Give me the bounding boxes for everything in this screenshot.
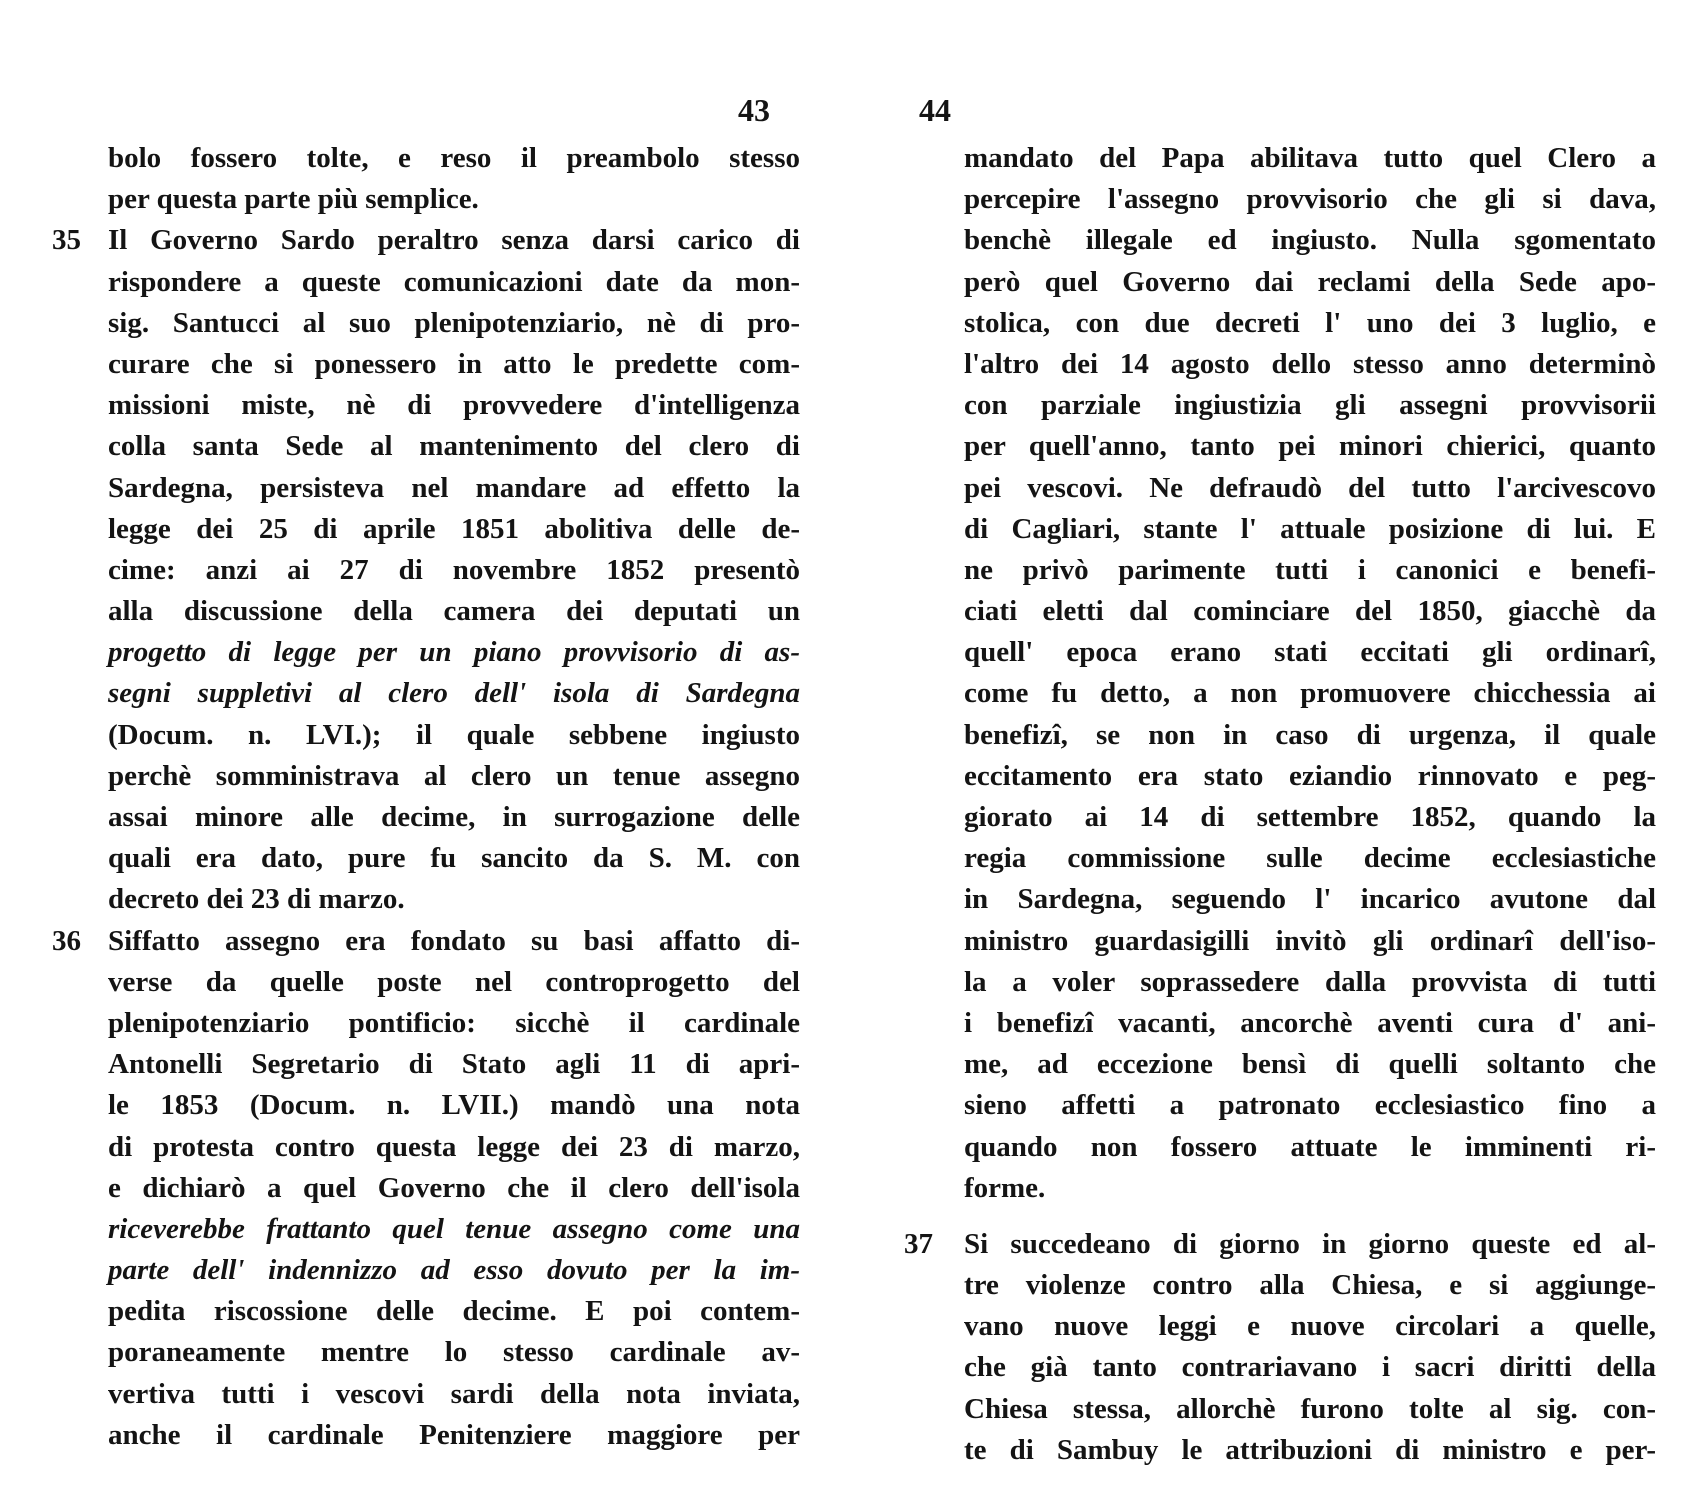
- text-line: benefizî, se non in caso di urgenza, il quale: [964, 718, 1656, 751]
- text-line: in Sardegna, seguendo l' incarico avutone dal: [964, 883, 1656, 916]
- text-line: quell' epoca erano stati eccitati gli ordinarî,: [964, 636, 1656, 669]
- text-line: regia commissione sulle decime ecclesiastiche: [964, 842, 1656, 875]
- text-line: tre violenze contro alla Chiesa, e si aggiunge-: [964, 1269, 1656, 1302]
- text-line: la a voler soprassedere dalla provvista di tutti: [964, 965, 1656, 998]
- text-line: decreto dei 23 di marzo.: [108, 883, 405, 916]
- text-line: sig. Santucci al suo plenipotenziario, nè di pro-: [108, 306, 800, 339]
- text-line: rispondere a queste comunicazioni date da mon-: [108, 265, 800, 298]
- text-line: pedita riscossione delle decime. E poi contem-: [108, 1295, 800, 1328]
- page-text: [904, 138, 1656, 1471]
- text-line: verse da quelle poste nel controprogetto del: [108, 965, 800, 998]
- text-line: perchè somministrava al clero un tenue assegno: [108, 759, 800, 792]
- text-line: riceverebbe frattanto quel tenue assegno come una: [108, 1212, 800, 1245]
- text-line: di Cagliari, stante l' attuale posizione di lui. E: [964, 512, 1656, 545]
- text-line: mandato del Papa abilitava tutto quel Clero a: [964, 142, 1656, 174]
- text-line: 36 Siffatto assegno era fondato su basi affatto di-: [108, 921, 800, 962]
- text-line: ministro guardasigilli invitò gli ordinarî dell'iso-: [964, 924, 1656, 957]
- text-line: ne privò parimente tutti i canonici e benefi-: [964, 553, 1656, 586]
- text-line: benchè illegale ed ingiusto. Nulla sgomentato: [964, 224, 1656, 257]
- text-line: con parziale ingiustizia gli assegni provvisorii: [964, 389, 1656, 422]
- text-line: percepire l'assegno provvisorio che gli si dava,: [964, 183, 1656, 216]
- text-line: ciati eletti dal cominciare del 1850, giacchè da: [964, 595, 1656, 628]
- text-line: per questa parte più semplice.: [108, 183, 479, 216]
- paragraph-number: 35: [52, 224, 81, 257]
- text-line: me, ad eccezione bensì di quelli soltanto che: [964, 1048, 1656, 1081]
- text-line: giorato ai 14 di settembre 1852, quando la: [964, 801, 1656, 833]
- text-line: i benefizî vacanti, ancorchè aventi cura d' ani-: [964, 1006, 1656, 1039]
- text-line: Antonelli Segretario di Stato agli 11 di apri-: [108, 1048, 800, 1081]
- text-line: sieno affetti a patronato ecclesiastico fino a: [964, 1089, 1656, 1122]
- text-line: anche il cardinale Penitenziere maggiore per: [108, 1418, 800, 1451]
- text-line: pei vescovi. Ne defraudò del tutto l'arcivescovo: [964, 471, 1656, 504]
- text-line: le 1853 (Docum. n. LVII.) mandò una nota: [108, 1089, 800, 1122]
- text-line: vano nuove leggi e nuove circolari a quelle,: [964, 1310, 1656, 1343]
- text-line: te di Sambuy le attribuzioni di ministro e per-: [964, 1433, 1656, 1466]
- text-line: forme.: [964, 1171, 1046, 1204]
- text-line: plenipotenziario pontificio: sicchè il cardinale: [108, 1006, 800, 1039]
- right-page: [849, 0, 1698, 1500]
- text-line: (Docum. n. LVI.); il quale sebbene ingiusto: [108, 718, 800, 751]
- text-line: per quell'anno, tanto pei minori chierici, quanto: [964, 430, 1656, 463]
- text-line: bolo fossero tolte, e reso il preambolo stesso: [108, 142, 800, 174]
- text-line: stolica, con due decreti l' uno dei 3 luglio, e: [964, 306, 1656, 339]
- text-line: eccitamento era stato eziandio rinnovato e peg-: [964, 759, 1656, 792]
- text-line: assai minore alle decime, in surrogazione delle: [108, 801, 800, 833]
- text-line: progetto di legge per un piano provvisorio di as-: [108, 636, 800, 669]
- text-line: alla discussione della camera dei deputati un: [108, 595, 800, 628]
- text-line: e dichiarò a quel Governo che il clero dell'isola: [108, 1171, 800, 1204]
- page-number: 43: [738, 92, 770, 128]
- text-line: parte dell' indennizzo ad esso dovuto per la im-: [108, 1254, 800, 1287]
- text-line: Sardegna, persisteva nel mandare ad effetto la: [108, 471, 800, 504]
- text-line: 37 Si succedeano di giorno in giorno queste ed al-: [964, 1224, 1656, 1265]
- text-line: Chiesa stessa, allorchè furono tolte al sig. con-: [964, 1392, 1656, 1425]
- text-line: però quel Governo dai reclami della Sede apo-: [964, 265, 1656, 298]
- text-line: l'altro dei 14 agosto dello stesso anno determinò: [964, 347, 1656, 380]
- text-line: che già tanto contrariavano i sacri diritti della: [964, 1351, 1656, 1384]
- text-line: come fu detto, a non promuovere chicchessia ai: [964, 677, 1656, 710]
- text-line: curare che si ponessero in atto le predette com-: [108, 347, 800, 380]
- text-line: quali era dato, pure fu sancito da S. M. con: [108, 842, 800, 875]
- text-line: quando non fossero attuate le imminenti ri-: [964, 1130, 1656, 1163]
- text-line: legge dei 25 di aprile 1851 abolitiva delle de-: [108, 512, 800, 545]
- text-line: poraneamente mentre lo stesso cardinale av-: [108, 1336, 800, 1369]
- text-line: cime: anzi ai 27 di novembre 1852 presentò: [108, 553, 800, 586]
- paragraph-number: 37: [904, 1227, 933, 1260]
- text-line: colla santa Sede al mantenimento del clero di: [108, 430, 800, 463]
- text-line: vertiva tutti i vescovi sardi della nota inviata,: [108, 1377, 800, 1410]
- page-text: [52, 138, 800, 1456]
- paragraph-number: 36: [52, 924, 81, 957]
- text-line: di protesta contro questa legge dei 23 di marzo,: [108, 1130, 800, 1163]
- text-line: missioni miste, nè di provvedere d'intelligenza: [108, 389, 800, 422]
- text-line: 35 Il Governo Sardo peraltro senza darsi carico di: [108, 220, 800, 261]
- text-line: segni suppletivi al clero dell' isola di Sardegna: [108, 677, 800, 710]
- page-number: 44: [919, 92, 951, 128]
